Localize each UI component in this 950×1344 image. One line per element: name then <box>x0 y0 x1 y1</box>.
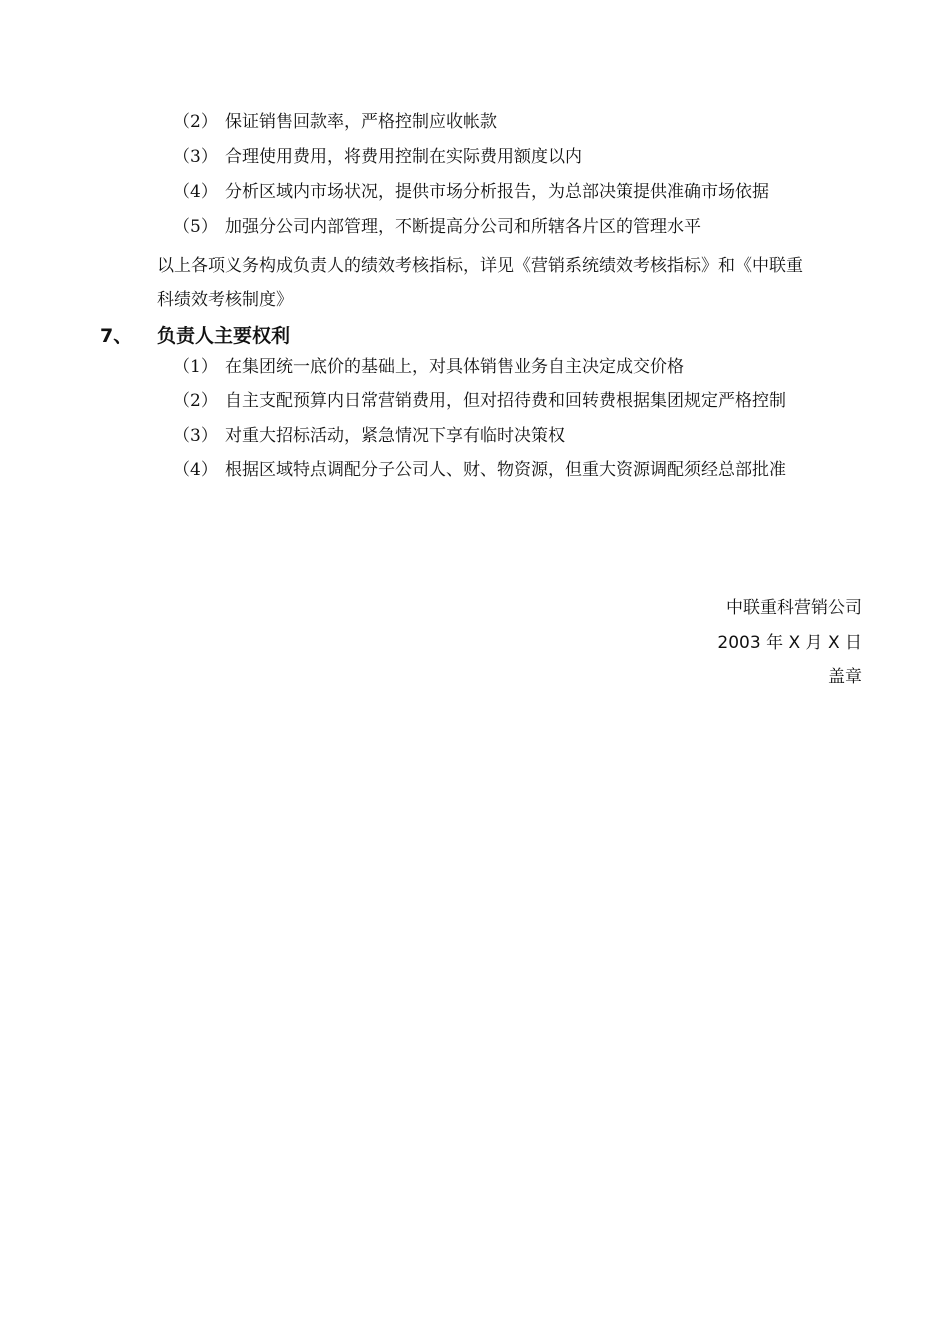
summary-line-2: 科绩效考核制度》 <box>157 290 293 310</box>
rights-text: 在集团统一底价的基础上，对具体销售业务自主决定成交价格 <box>225 357 684 377</box>
section-7-heading <box>100 323 290 349</box>
duty-number: （5） <box>173 217 218 237</box>
rights-text: 根据区域特点调配分子公司人、财、物资源，但重大资源调配须经总部批准 <box>225 460 786 480</box>
rights-item <box>173 424 565 448</box>
duty-text: 合理使用费用，将费用控制在实际费用额度以内 <box>225 147 582 167</box>
duty-number: （4） <box>173 182 218 202</box>
duty-item <box>173 145 582 169</box>
rights-item <box>173 389 786 413</box>
rights-number: （4） <box>173 460 218 480</box>
duty-number: （2） <box>173 112 218 132</box>
duty-item <box>173 215 701 239</box>
rights-number: （3） <box>173 426 218 446</box>
duty-text: 保证销售回款率，严格控制应收帐款 <box>225 112 497 132</box>
signature-company: 中联重科营销公司 <box>726 598 862 618</box>
rights-text: 对重大招标活动，紧急情况下享有临时决策权 <box>225 426 565 446</box>
duty-text: 分析区域内市场状况，提供市场分析报告，为总部决策提供准确市场依据 <box>225 182 769 202</box>
duty-item <box>173 180 769 204</box>
section-title: 负责人主要权利 <box>157 325 291 347</box>
duty-item <box>173 110 497 134</box>
rights-number: （2） <box>173 391 218 411</box>
duty-text: 加强分公司内部管理，不断提高分公司和所辖各片区的管理水平 <box>225 217 701 237</box>
rights-text: 自主支配预算内日常营销费用，但对招待费和回转费根据集团规定严格控制 <box>225 391 786 411</box>
summary-line-1: 以上各项义务构成负责人的绩效考核指标，详见《营销系统绩效考核指标》和《中联重 <box>157 256 803 276</box>
rights-item <box>173 458 786 482</box>
rights-number: （1） <box>173 357 218 377</box>
section-number: 7、 <box>100 325 133 347</box>
signature-date: 2003 年 X 月 X 日 <box>717 633 862 653</box>
signature-seal: 盖章 <box>828 667 862 687</box>
rights-item <box>173 355 684 379</box>
duty-number: （3） <box>173 147 218 167</box>
